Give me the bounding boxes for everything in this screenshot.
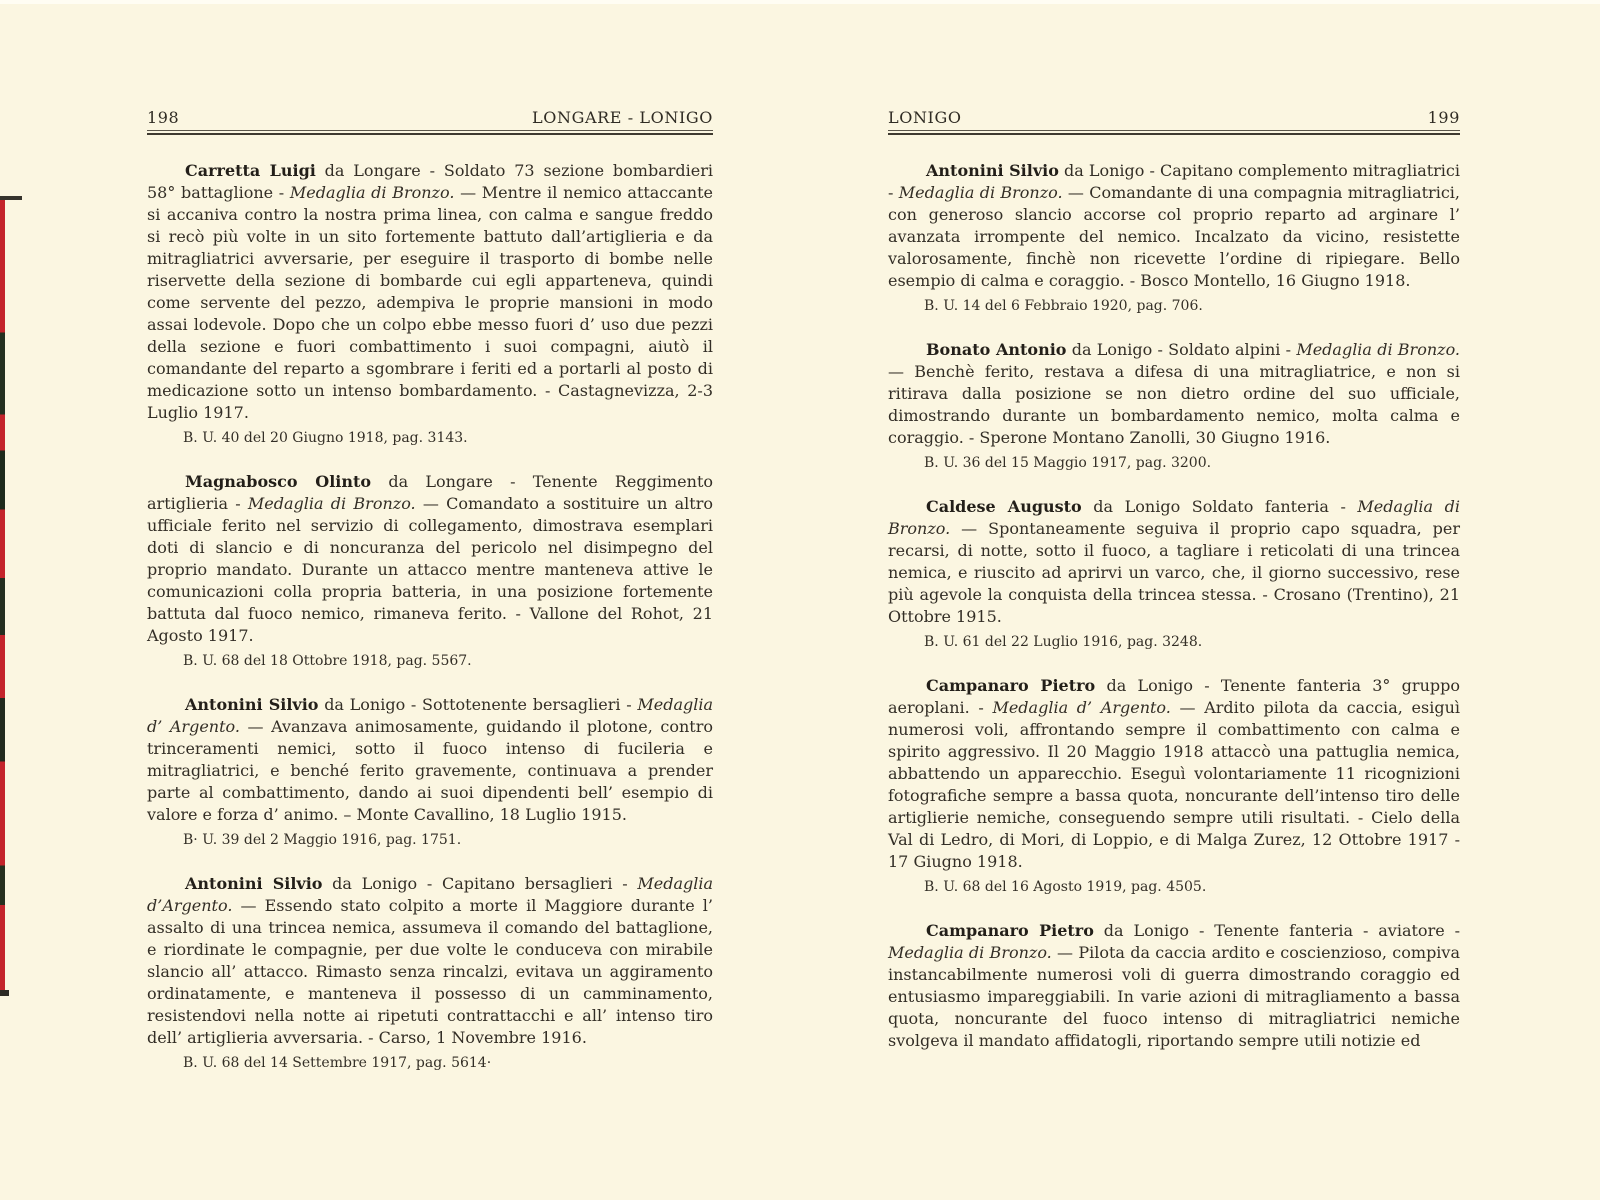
medal-name: Medaglia d’ Argento. (992, 698, 1171, 717)
citations-column (147, 160, 713, 1072)
page-header-right (888, 108, 1460, 127)
medal-citation (888, 160, 1460, 292)
scan-top-edge (0, 0, 1600, 4)
bulletin-ref: B. U. 68 del 14 Settembre 1917, pag. 5614· (183, 1055, 492, 1071)
medal-citation (888, 920, 1460, 1052)
citations-column (888, 160, 1460, 1052)
citation-body: — Comandato a sostituire un altro ufficiale ferito nel servizio di collegamento, dimostrava esemplari doti di slancio e di noncuranza del pericolo nel disimpegno del proprio mandato. Durante un attacco mentre manteneva attive le comunicazioni colla propria batteria, in una posizione fortemente battuta dal fuoco nemico, rimaneva ferito. - Vallone del Rohot, 21 Agosto 1917. (147, 494, 713, 645)
recipient-name: Bonato Antonio (926, 340, 1067, 359)
recipient-name: Antonini Silvio (185, 695, 319, 714)
citation-intro: da Longare - Soldato 73 sezione bombardieri 58° battaglione - (147, 161, 713, 202)
header-rule (147, 130, 713, 135)
medal-name: Medaglia d’Argento. (147, 874, 713, 915)
medal-citation (888, 675, 1460, 873)
recipient-name: Magnabosco Olinto (185, 472, 372, 491)
page-header-left (147, 108, 713, 127)
citation-body: — Avanzava animosamente, guidando il plotone, contro trinceramenti nemici, sotto il fuoco intenso di fucileria e mitragliatrici, e benché ferito gravemente, continuava a prender parte al combattimento, dando ai suoi dipendenti bell’ esempio di valore e forza d’ animo. – Monte Cavallino, 18 Luglio 1915. (147, 717, 714, 824)
bulletin-ref: B. U. 14 del 6 Febbraio 1920, pag. 706. (924, 298, 1203, 314)
page-number: 199 (1427, 108, 1460, 127)
bulletin-ref: B. U. 68 del 16 Agosto 1919, pag. 4505. (924, 879, 1207, 895)
citation-body: — Pilota da caccia ardito e coscienzioso, compiva instancabilmente numerosi voli di guerra dimostrando coraggio ed entusiasmo impareggiabili. In varie azioni di mitragliamento a bassa quota, noncurante del fuoco intenso di mitragliatrici nemiche svolgeva il mandato affidatogli, riportando sempre utili notizie ed (888, 943, 1461, 1050)
citation-body: — Comandante di una compagnia mitragliatrici, con generoso slancio accorse col proprio reparto ad arginare l’ avanzata irrompente del nemico. Incalzato da vicino, resistette valorosamente, finchè non ricevette l’ordine di ripiegare. Bello esempio di calma e coraggio. - Bosco Montello, 16 Giugno 1918. (888, 183, 1460, 290)
bulletin-ref: B· U. 39 del 2 Maggio 1916, pag. 1751. (183, 832, 462, 848)
citation-intro: da Lonigo - Sottotenente bersaglieri - (318, 695, 638, 714)
citation-intro: da Lonigo - Tenente fanteria 3° gruppo aeroplani. - (888, 676, 1460, 717)
recipient-name: Campanaro Pietro (926, 676, 1096, 695)
medal-citation (147, 160, 713, 424)
citation-body: — Ardito pilota da caccia, esiguì numerosi voli, affrontando sempre il combattimento con calma e spirito aggressivo. Il 20 Maggio 1918 attaccò una pattuglia nemica, abbattendo un apparecchio. Eseguì volontariamente 11 ricognizioni fotografiche sempre a bassa quota, noncurante dell’intenso tiro delle artiglierie nemiche, conseguendo sempre utili risultati. - Cielo della Val di Ledro, di Mori, di Loppio, e di Malga Zurez, 12 Ottobre 1917 - 17 Giugno 1918. (888, 698, 1460, 871)
scan-mark-bottom (0, 990, 9, 996)
bulletin-ref: B. U. 40 del 20 Giugno 1918, pag. 3143. (183, 430, 468, 446)
running-head: LONGARE - LONIGO (532, 108, 713, 127)
page-left (147, 108, 713, 1096)
recipient-name: Antonini Silvio (926, 161, 1059, 180)
bulletin-ref: B. U. 36 del 15 Maggio 1917, pag. 3200. (924, 455, 1212, 471)
medal-name: Medaglia di Bronzo. (289, 183, 455, 202)
citation-body: — Benchè ferito, restava a difesa di una mitragliatrice, e non si ritirava dalla posizione se non dietro ordine del suo ufficiale, dimostrando durante un bombardamento nemico, molta calma e coraggio. - Sperone Montano Zanolli, 30 Giugno 1916. (888, 362, 1460, 447)
recipient-name: Caldese Augusto (926, 497, 1082, 516)
page-right (888, 108, 1460, 1052)
citation-body: — Mentre il nemico attaccante si accaniva contro la nostra prima linea, con calma e sangue freddo si recò più volte in un sito fortemente battuto dall’artiglieria e da mitragliatrici avversarie, per eseguire il trasporto di bombe nelle riservette della sezione di bombarde cui egli apparteneva, quindi come servente del pezzo, adempiva le proprie mansioni in modo assai lodevole. Dopo che un colpo ebbe messo fuori d’ uso due pezzi della sezione e fuori combattimento i suoi compagni, aiutò il comandante del reparto a sgombrare i feriti ed a portarli al posto di medicazione sotto un intenso bombardamento. - Castagnevizza, 2-3 Luglio 1917. (147, 183, 714, 422)
medal-name: Medaglia di Bronzo. (888, 943, 1052, 962)
medal-citation (888, 496, 1460, 628)
header-rule (888, 130, 1460, 135)
citation-intro: da Lonigo - Tenente fanteria - aviatore - (1093, 921, 1460, 940)
medal-name: Medaglia di Bronzo. (898, 183, 1063, 202)
citation-intro: da Longare - Tenente Reggimento artiglieria - (147, 472, 714, 513)
citation-intro: da Lonigo - Capitano complemento mitragliatrici - (888, 161, 1461, 202)
citation-body: — Essendo stato colpito a morte il Maggiore durante l’ assalto di una trincea nemica, assumeva il comando del battaglione, e riordinate le compagnie, per due volte le conduceva con mirabile slancio all’ attacco. Rimasto senza rincalzi, evitava un aggiramento ordinatamente, e manteneva il possesso di un camminamento, resistendovi nella notte ai ripetuti contrattacchi e all’ intenso tiro dell’ artiglieria avversaria. - Carso, 1 Novembre 1916. (147, 896, 713, 1047)
recipient-name: Campanaro Pietro (926, 921, 1094, 940)
scan-edge-artifact (0, 200, 5, 992)
citation-body: — Spontaneamente seguiva il proprio capo squadra, per recarsi, di notte, sotto il fuoco, a tagliare i reticolati di una trincea nemica, e riuscito ad aprirvi un varco, che, il giorno successivo, rese più agevole la conquista della trincea stessa. - Crosano (Trentino), 21 Ottobre 1915. (888, 519, 1460, 626)
bulletin-ref: B. U. 68 del 18 Ottobre 1918, pag. 5567. (183, 653, 472, 669)
citation-intro: da Lonigo - Soldato alpini - (1066, 340, 1297, 359)
medal-citation (147, 694, 713, 826)
medal-citation (147, 873, 713, 1049)
medal-citation (888, 339, 1460, 449)
recipient-name: Antonini Silvio (185, 874, 323, 893)
medal-name: Medaglia di Bronzo. (1296, 340, 1461, 359)
medal-citation (147, 471, 713, 647)
citation-intro: da Lonigo - Capitano bersaglieri - (322, 874, 638, 893)
running-head: LONIGO (888, 108, 962, 127)
medal-name: Medaglia d’ Argento. (147, 695, 714, 736)
recipient-name: Carretta Luigi (185, 161, 316, 180)
page-number: 198 (147, 108, 180, 127)
citation-intro: da Lonigo Soldato fanteria - (1081, 497, 1358, 516)
medal-name: Medaglia di Bronzo. (247, 494, 416, 513)
bulletin-ref: B. U. 61 del 22 Luglio 1916, pag. 3248. (924, 634, 1203, 650)
medal-name: Medaglia di Bronzo. (888, 497, 1460, 538)
scan-mark-top (0, 196, 22, 200)
